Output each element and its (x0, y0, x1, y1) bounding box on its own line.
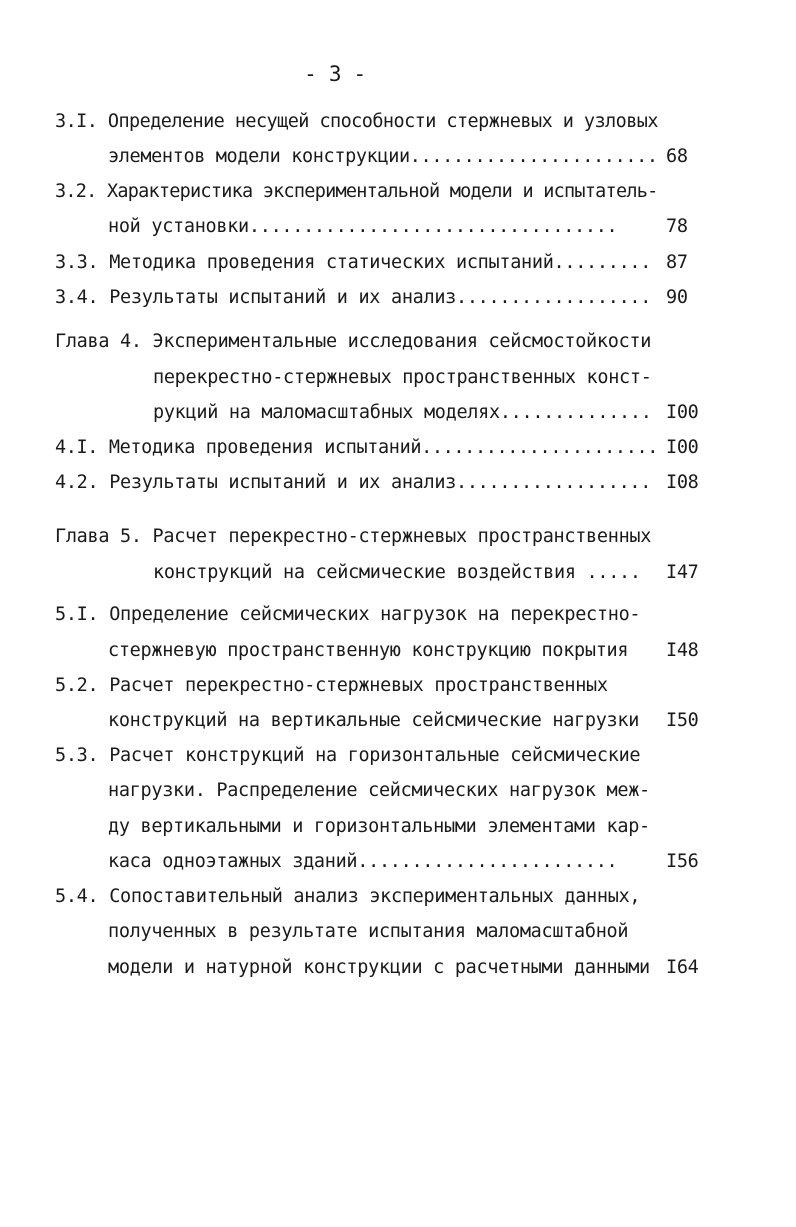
toc-line: 4.2. Результаты испытаний и их анализ.................. (55, 472, 652, 493)
toc-line: перекрестно-стержневых пространственных конст- (153, 367, 652, 388)
toc-line: 5.I. Определение сейсмических нагрузок на перекрестно- (55, 604, 641, 625)
toc-page-number: I00 (666, 402, 699, 423)
toc-chapter-line: Глава 5. Расчет перекрестно-стержневых пространственных (55, 526, 652, 547)
toc-page-number: I48 (666, 640, 699, 661)
toc-line: 3.I. Определение несущей способности стержневых и узловых (55, 111, 658, 132)
toc-page-number: I64 (666, 957, 699, 978)
toc-line: 3.3. Методика проведения статических испытаний......... (55, 252, 652, 273)
toc-line: каса одноэтажных зданий........................ (108, 851, 618, 872)
toc-chapter-line: Глава 4. Экспериментальные исследования сейсмостойкости (55, 331, 652, 352)
toc-line: модели и натурной конструкции с расчетными данными (108, 957, 650, 978)
toc-page-number: I08 (666, 472, 699, 493)
toc-page-number: I50 (666, 710, 699, 731)
toc-line: элементов модели конструкции....................... (108, 146, 658, 167)
toc-line: 5.3. Расчет конструкций на горизонтальные сейсмические (55, 745, 641, 766)
toc-page-number: I56 (666, 851, 699, 872)
toc-line: рукций на маломасштабных моделях.............. (153, 402, 652, 423)
toc-line: полученных в результате испытания маломасштабной (108, 921, 629, 942)
toc-page-number: 87 (666, 252, 688, 273)
toc-line: 5.4. Сопоставительный анализ экспериментальных данных, (55, 886, 641, 907)
toc-line: ду вертикальными и горизонтальными элементами кар- (108, 816, 650, 837)
toc-line: стержневую пространственную конструкцию покрытия (108, 640, 629, 661)
toc-line: 4.I. Методика проведения испытаний...................... (55, 437, 659, 458)
toc-line: конструкций на сейсмические воздействия ..... (153, 562, 641, 583)
toc-line: ной установки.................................. (108, 216, 618, 237)
toc-line: 3.4. Результаты испытаний и их анализ.................. (55, 287, 652, 308)
page-number: - 3 - (304, 62, 366, 86)
toc-page-number: 78 (666, 216, 688, 237)
toc-line: нагрузки. Распределение сейсмических нагрузок меж- (108, 780, 650, 801)
toc-line: конструкций на вертикальные сейсмические нагрузки (108, 710, 640, 731)
toc-page-number: 90 (666, 287, 688, 308)
toc-page-number: I00 (666, 437, 699, 458)
toc-page-number: I47 (666, 562, 699, 583)
toc-line: 3.2. Характеристика экспериментальной модели и испытатель- (55, 181, 658, 202)
toc-page-number: 68 (666, 146, 688, 167)
toc-line: 5.2. Расчет перекрестно-стержневых пространственных (55, 675, 608, 696)
